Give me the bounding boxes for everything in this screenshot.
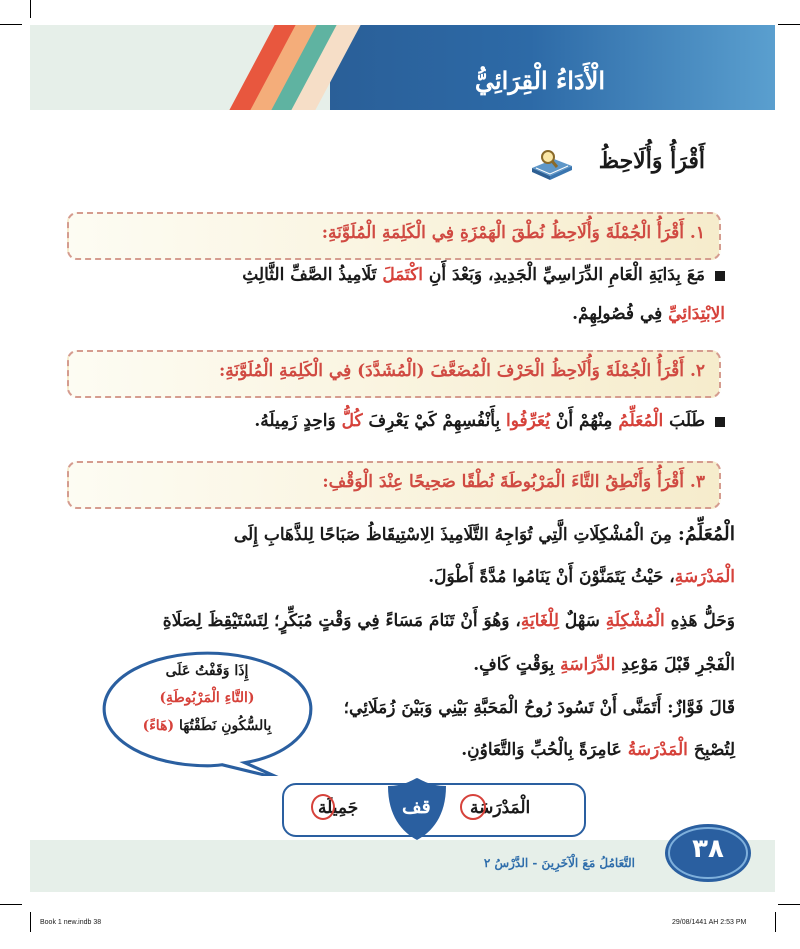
text-run: وَاحِدٍ زَمِيلَهُ. [254, 411, 342, 431]
text-run: بِالسُّكُونِ نَطَقْتُهَا [174, 718, 272, 734]
sentence1-line1 [242, 265, 725, 285]
bubble-line-3 [107, 718, 307, 734]
text-run: مِنْهُمْ أَنْ [549, 411, 619, 431]
highlighted-word: يُعَرِّفُوا [506, 411, 550, 431]
footer-lesson-title: التَّعَامُلُ مَعَ الْآخَرِينَ - الدَّرْسُ ٢ [483, 856, 635, 870]
passage-line-4 [473, 655, 735, 675]
highlighted-word: الْمَدْرَسَةِ [674, 567, 735, 587]
text-run: ، حَيْثُ يَتَمَنَّوْنَ أَنْ يَنَامُوا مُدَّةً أَطْوَلَ. [428, 567, 675, 587]
page-number: ٣٨ [692, 834, 724, 864]
sentence1-line2 [572, 304, 725, 324]
highlighted-word: كُلُّ [341, 411, 363, 431]
bubble-line-2: (التَّاءِ الْمَرْبُوطَةِ) [159, 690, 255, 706]
bullet-square-icon [715, 271, 725, 281]
print-slug-left: Book 1 new.indb 38 [40, 919, 102, 926]
text-run: فِي فُصُولِهِمْ. [572, 304, 669, 324]
instruction-box-3 [67, 461, 721, 509]
crop-mark [30, 0, 31, 18]
highlighted-word: (هَاءً) [142, 718, 175, 734]
text-run: سَهْلٌ [558, 611, 606, 631]
section-heading: أَقْرَأُ وَأُلَاحِظُ [598, 148, 705, 174]
highlighted-word: الْمُعَلِّمُ [618, 411, 664, 431]
stop-label: قف [402, 796, 431, 818]
highlighted-word: اكْتَمَلَ [382, 265, 423, 285]
text-run: طَلَبَ [663, 411, 705, 431]
instruction-text-1: ١. أَقْرَأُ الْجُمْلَةَ وَأُلَاحِظُ نُطْقَ الْهَمْزَةِ فِي الْكَلِمَةِ الْمُلَوَّنَةِ: [321, 223, 705, 243]
passage-line-5 [344, 698, 735, 718]
highlighted-word: الْمُشْكِلَةِ [605, 611, 665, 631]
crop-mark [0, 904, 22, 905]
highlighted-word: الدِّرَاسَةِ [560, 655, 616, 675]
text-run: مَعَ بِدَايَةِ الْعَامِ الدِّرَاسِيِّ الْجَدِيدِ، وَبَعْدَ أَنِ [422, 265, 705, 285]
example-word-left: جَمِيلَة [318, 798, 359, 818]
text-run: الْفَجْرِ قَبْلَ مَوْعِدِ [615, 655, 735, 675]
bullet-square-icon [715, 417, 725, 427]
instruction-text-3: ٣. أَقْرَأُ وَأَنْطِقُ التَّاءَ الْمَرْبُوطَةَ نُطْقًا صَحِيحًا عِنْدَ الْوَقْفِ: [322, 472, 705, 492]
example-word-right: الْمَدْرَسَة [470, 798, 531, 818]
page-title: الْأَدَاءُ الْقِرَائِيُّ [474, 66, 605, 95]
highlighted-word: الْمَدْرَسَةُ [627, 740, 688, 760]
ta-marbuta-circle-left [311, 794, 335, 820]
print-slug-right: 29/08/1441 AH 2:53 PM [672, 919, 747, 926]
text-run: عَامِرَةً بِالْحُبِّ وَالتَّعَاوُنِ. [461, 740, 628, 760]
text-run: بِأَنْفُسِهِمْ كَيْ يَعْرِفَ [362, 411, 507, 431]
crop-mark [30, 912, 31, 932]
speaker-label: الْمُعَلِّمُ: [677, 523, 735, 545]
passage-line-2 [428, 567, 735, 587]
bubble-line-1: إِذَا وَقَفْتُ عَلَى [165, 663, 249, 679]
instruction-text-2: ٢. أَقْرَأُ الْجُمْلَةَ وَأُلَاحِظُ الْحَرْفَ الْمُضَعَّفَ (الْمُشَدَّدَ) فِي الْكَلِمَةِ الْمُلَوَّنَةِ: [218, 361, 705, 381]
highlighted-word: لِلْغَايَةِ [520, 611, 559, 631]
crop-mark [0, 24, 22, 25]
highlighted-word: الِابْتِدَائِيِّ [668, 304, 725, 324]
text-run: بِوَقْتٍ كَافٍ. [473, 655, 561, 675]
crop-mark [775, 912, 776, 932]
text-run: ، وَهُوَ أَنْ تَنَامَ مَسَاءً فِي وَقْتٍ مُبَكِّرٍ؛ لِتَسْتَيْقِظَ لِصَلَاةِ [162, 611, 521, 631]
instruction-box-1 [67, 212, 721, 260]
text-run: لِتُصْبِحَ [687, 740, 735, 760]
ta-marbuta-circle-right [460, 794, 486, 820]
sentence2-line [254, 411, 725, 431]
crop-mark [778, 24, 800, 25]
text-run: تَلَامِيذُ الصَّفِّ الثَّالِثِ [242, 265, 383, 285]
passage-line-6 [461, 740, 735, 760]
instruction-box-2 [67, 350, 721, 398]
text-run: وَحَلُّ هَذِهِ [664, 611, 735, 631]
crop-mark [778, 904, 800, 905]
book-magnifier-icon [528, 148, 576, 182]
text-run: مِنَ الْمُشْكِلَاتِ الَّتِي تُوَاجِهُ التَّلَامِيذَ الِاسْتِيقَاظُ صَبَاحًا لِلذَّهَابِ إِلَى [233, 525, 678, 545]
text-run: قَالَ فَوَّازٌ: أَتَمَنَّى أَنْ تَسُودَ رُوحُ الْمَحَبَّةِ بَيْنِي وَبَيْنَ زُمَلَائِي؛ [343, 698, 735, 718]
passage-line-3 [163, 611, 735, 631]
passage-line-1 [234, 523, 735, 545]
